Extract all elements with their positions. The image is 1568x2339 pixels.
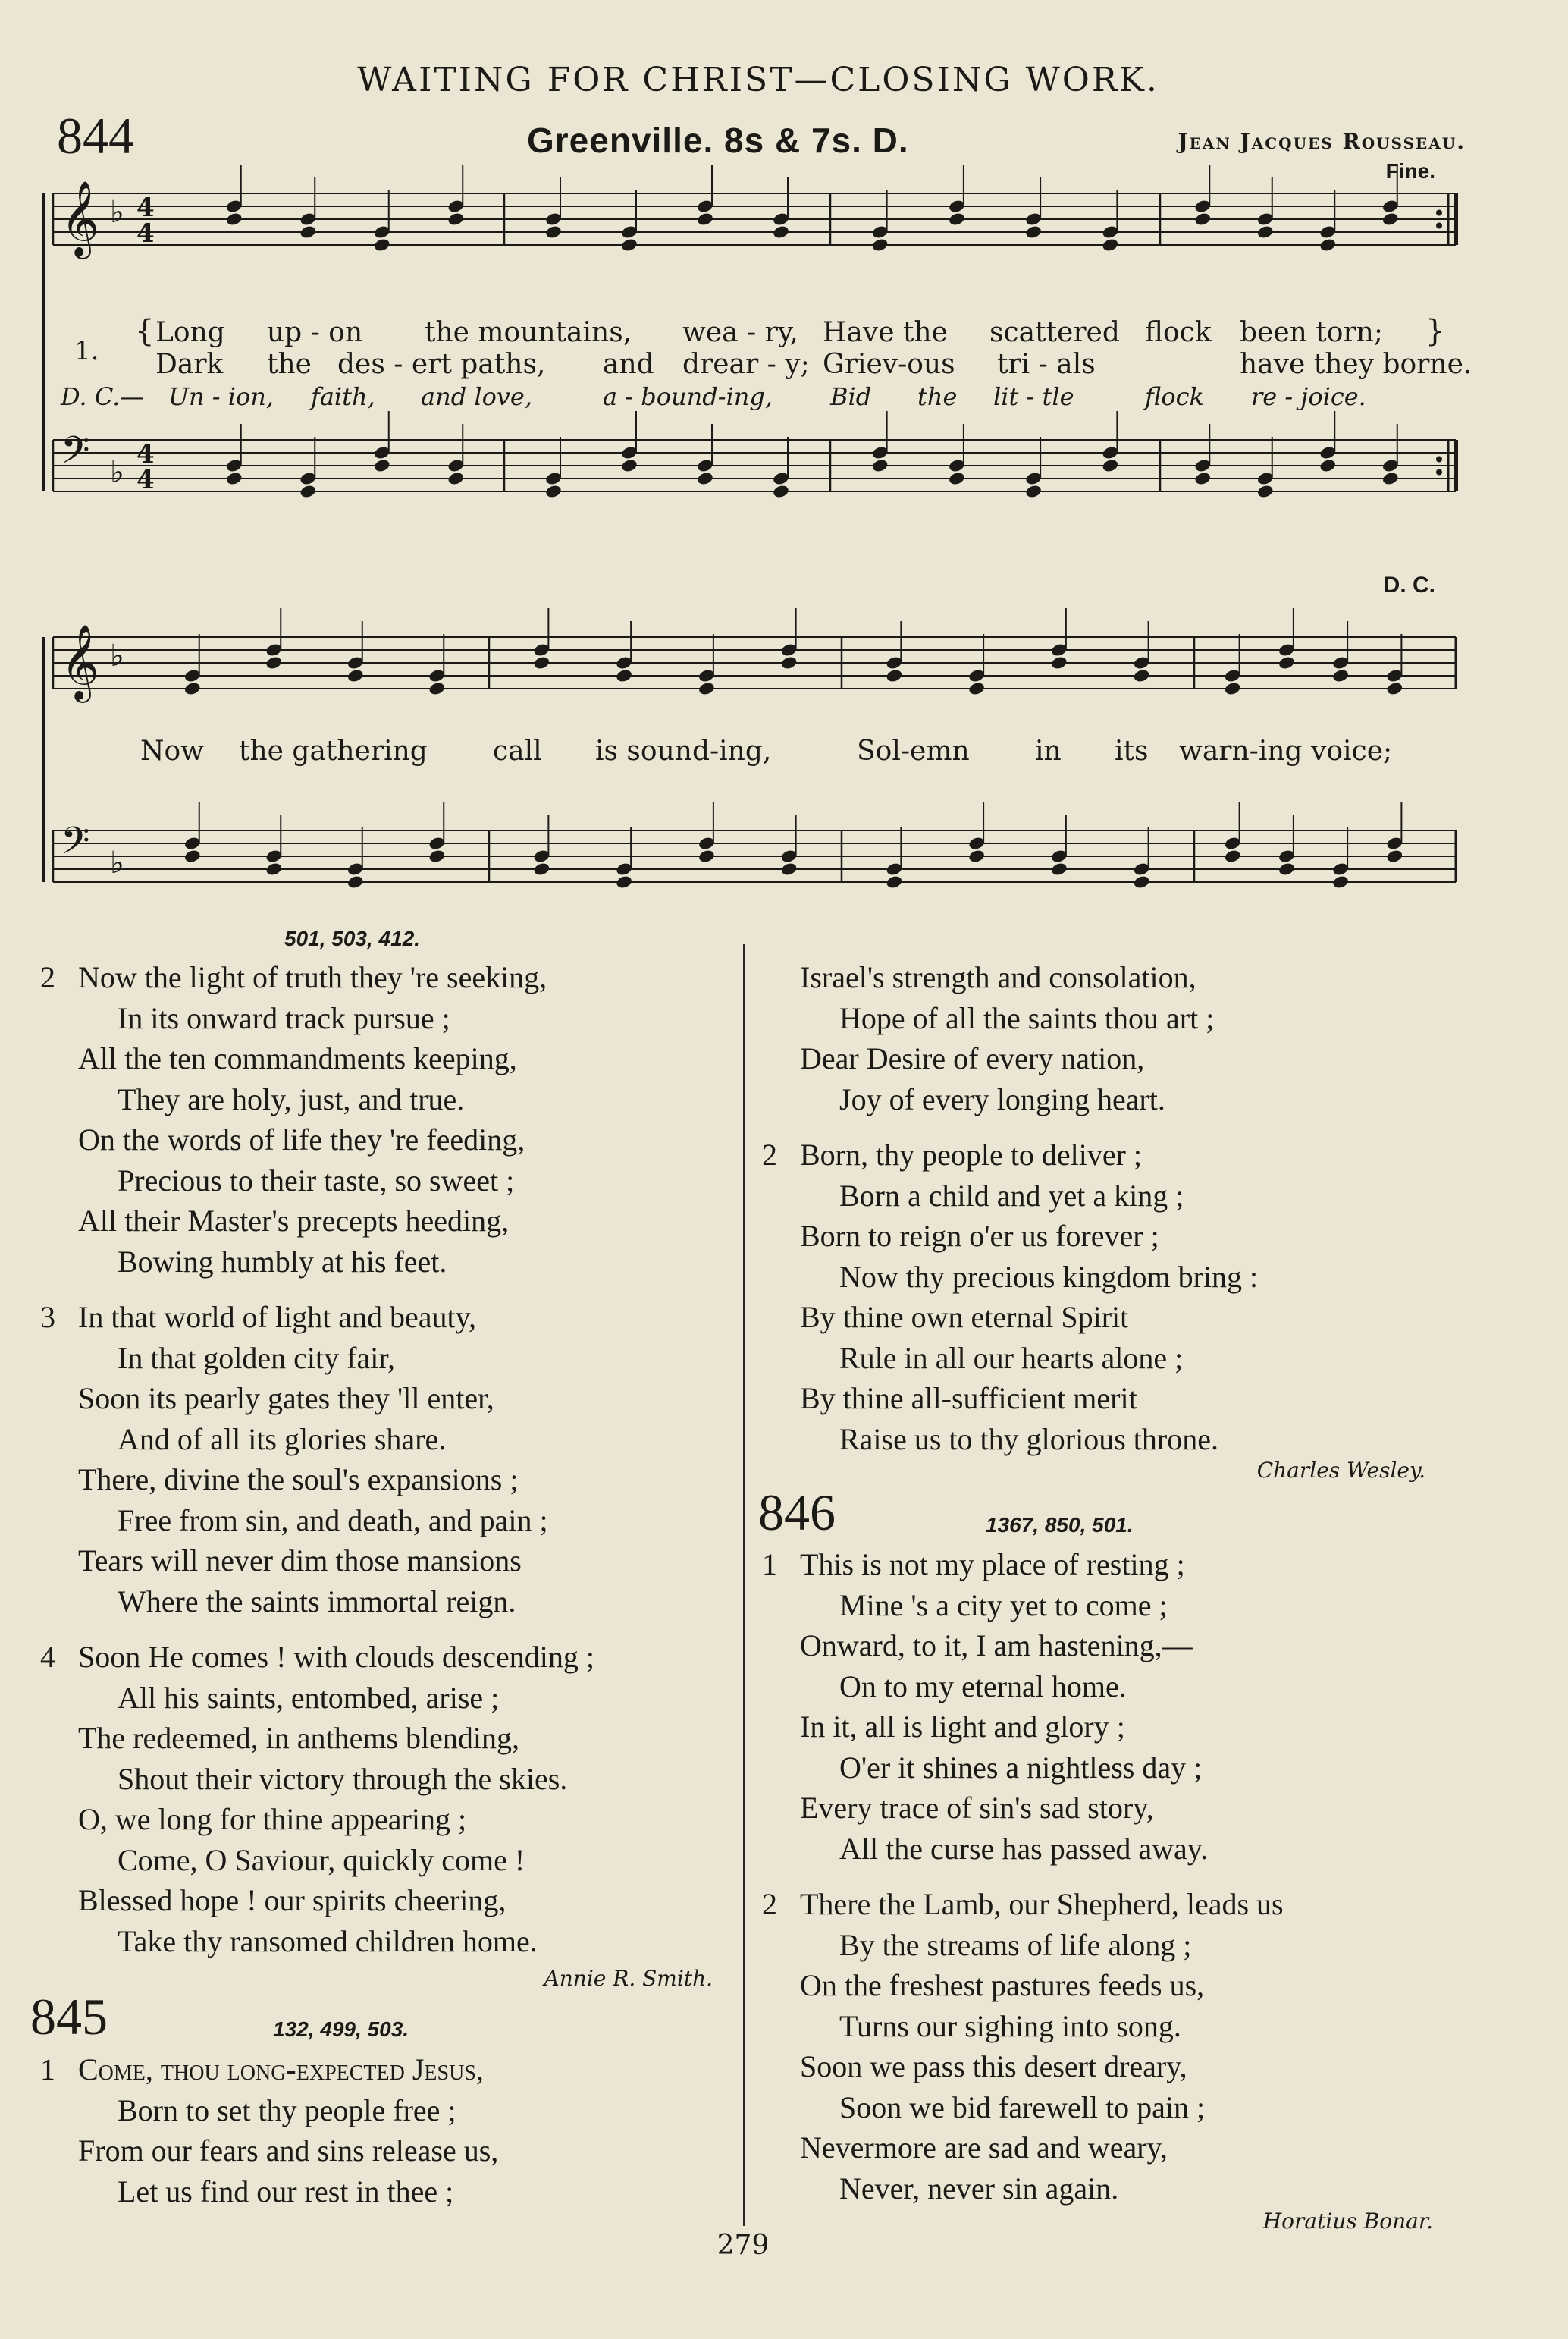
stanza-line: Let us find our rest in thee ; [118, 2174, 454, 2209]
lyric-line4-w6: its [1115, 736, 1149, 767]
note-head [1386, 849, 1404, 864]
stanza-line: By the streams of life along ; [839, 1927, 1192, 1962]
time-signature: 4 [136, 465, 155, 495]
note-head [772, 484, 790, 499]
stanza-line: Born a child and yet a king ; [839, 1178, 1184, 1213]
stanza-line: Free from sin, and death, and pain ; [118, 1502, 548, 1537]
note-head [1331, 668, 1350, 683]
dc-label: D. C.— [61, 382, 145, 411]
hymn844-refs: 501, 503, 412. [284, 927, 421, 950]
hymn845-right-column [762, 957, 1482, 1474]
note-head [772, 224, 790, 240]
flat-icon: ♭ [110, 195, 124, 230]
note-head [1319, 237, 1337, 253]
lyric-line3-w8: re - joice. [1251, 382, 1366, 411]
note-head [698, 681, 716, 696]
fine-mark: Fine. [1385, 159, 1435, 183]
stanza-line: Israel's strength and consolation, [800, 960, 1196, 994]
hymn845-author: Charles Wesley. [1256, 1458, 1425, 1483]
stanza-line: Take thy ransomed children home. [118, 1923, 538, 1958]
hymn844-author: Annie R. Smith. [544, 1966, 713, 1991]
stanza-line: O'er it shines a nightless day ; [839, 1750, 1203, 1785]
hymn845-stanza-1 [40, 2049, 745, 2212]
note-head [871, 458, 889, 473]
flat-icon: ♭ [110, 846, 124, 881]
note-head [428, 681, 446, 696]
lyric-line2-w7: have they borne. [1240, 349, 1472, 380]
time-signature: 4 [136, 218, 155, 249]
stanza-text: Soon He comes ! with clouds descending ; [78, 1640, 594, 1674]
stanza-line: All their Master's precepts heeding, [78, 1204, 510, 1238]
bass-clef-icon: 𝄢 [61, 819, 90, 872]
lyric-line1-w3: wea - ry, [682, 317, 798, 348]
stanza-line [40, 1297, 745, 1338]
hymn846-author: Horatius Bonar. [1262, 2209, 1433, 2234]
hymn846-stanzas [762, 1544, 1482, 2224]
stanza-line: Bowing humbly at his feet. [118, 1244, 447, 1279]
stanza-line: In it, all is light and glory ; [800, 1710, 1125, 1744]
note-head [533, 862, 551, 877]
note-head [696, 212, 714, 227]
hymn844-stanzas [40, 957, 745, 1976]
note-head [1256, 224, 1275, 240]
note-head [1224, 681, 1242, 696]
stanza-line: Mine 's a city yet to come ; [839, 1587, 1168, 1622]
hymn-number-844: 844 [57, 107, 134, 165]
note-head [373, 237, 391, 253]
bass-clef-icon: 𝄢 [61, 429, 90, 482]
stanza-number: 3 [40, 1300, 55, 1334]
note-head [1224, 849, 1242, 864]
stanza-line: By thine own eternal Spirit [800, 1300, 1129, 1334]
note-head [1133, 668, 1151, 683]
note-head [886, 668, 904, 683]
note-head [544, 224, 563, 240]
stanza-line: There, divine the soul's expansions ; [78, 1462, 519, 1496]
note-head [347, 668, 365, 683]
note-head [1319, 458, 1337, 473]
lyric-line1-w4: Have the [823, 317, 948, 348]
stanza-line: Every trace of sin's sad story, [800, 1791, 1154, 1825]
stanza-number: 1 [762, 1547, 777, 1581]
hymn844-stanza-3 [40, 1297, 745, 1622]
stanza-text: Born, thy people to deliver ; [800, 1138, 1143, 1172]
stanza-line: Hope of all the saints thou art ; [839, 1000, 1215, 1035]
stanza-line: Blessed hope ! our spirits cheering, [78, 1883, 506, 1917]
stanza-line: Precious to their taste, so sweet ; [118, 1163, 515, 1198]
note-head [373, 458, 391, 473]
note-head [967, 849, 986, 864]
lyric-line4-w5: in [1035, 736, 1062, 767]
stanza-line: Shout their victory through the skies. [118, 1761, 568, 1796]
note-head [1050, 655, 1068, 670]
stanza-text: In that world of light and beauty, [78, 1300, 477, 1334]
note-head [1102, 458, 1120, 473]
note-head [1193, 471, 1212, 486]
lyric-line2-w3: and [603, 349, 654, 380]
note-head [1278, 655, 1296, 670]
note-head [533, 655, 551, 670]
lyric-line2-w6: tri - als [997, 349, 1096, 380]
lyric-line1-w0: Long [155, 317, 225, 348]
stanza-line: Where the saints immortal reign. [118, 1584, 516, 1618]
note-head [886, 874, 904, 890]
hymn-number-846: 846 [758, 1483, 836, 1541]
lyric-line3-w5: the [917, 382, 958, 411]
note-head [1381, 471, 1400, 486]
note-head [948, 471, 966, 486]
note-head [1024, 224, 1043, 240]
hymn844-stanza-2 [40, 957, 745, 1282]
lyric-line4-w2: call [493, 736, 542, 767]
stanza-line: Nevermore are sad and weary, [800, 2130, 1168, 2165]
note-head [265, 862, 283, 877]
stanza-text: Come, thou long-expected Jesus, [78, 2052, 484, 2086]
hymn844-stanza-4 [40, 1637, 745, 1961]
tune-title: Greenville. 8s & 7s. D. [527, 121, 909, 160]
stanza-line: Soon we bid farewell to pain ; [839, 2089, 1206, 2124]
note-head [1381, 212, 1400, 227]
hymn845-refs: 132, 499, 503. [273, 2017, 409, 2041]
stanza-number: 2 [40, 960, 55, 994]
note-head [615, 874, 633, 890]
note-head [1102, 237, 1120, 253]
lyric-line3-w7: flock [1145, 382, 1204, 411]
stanza-line: In that golden city fair, [118, 1340, 396, 1375]
dc-mark: D. C. [1383, 573, 1435, 598]
lyric-line2-w2: des - ert paths, [337, 349, 546, 380]
brace-left: { [135, 314, 155, 349]
stanza-line: Born to reign o'er us forever ; [800, 1219, 1159, 1253]
stanza-line: Joy of every longing heart. [839, 1082, 1165, 1116]
stanza-line: Raise us to thy glorious throne. [839, 1421, 1218, 1456]
note-head [1278, 862, 1296, 877]
hymn845-stanza-2 [762, 1135, 1482, 1459]
lyric-line4-w0: Now [140, 736, 204, 767]
hymn846-refs: 1367, 850, 501. [986, 1513, 1134, 1537]
time-signature: 4 [136, 193, 155, 223]
note-head [615, 668, 633, 683]
note-head [225, 212, 243, 227]
verse-label: 1. [74, 336, 99, 366]
note-head [620, 237, 638, 253]
note-head [183, 849, 202, 864]
treble-clef-icon: 𝄞 [61, 181, 99, 256]
stanza-line: Soon its pearly gates they 'll enter, [78, 1381, 494, 1415]
note-head [871, 237, 889, 253]
repeat-dot [1436, 223, 1442, 229]
brace-right: } [1425, 314, 1445, 349]
hymn-number-845: 845 [30, 1988, 108, 2045]
stanza-text: There the Lamb, our Shepherd, leads us [800, 1887, 1284, 1921]
stanza-line: In its onward track pursue ; [118, 1000, 450, 1035]
note-head [1133, 874, 1151, 890]
lyric-line2-w5: Griev-ous [823, 349, 955, 380]
stanza-line: Never, never sin again. [839, 2171, 1119, 2206]
stanza-number: 1 [40, 2052, 55, 2086]
stanza-line [40, 957, 745, 998]
stanza-line: Onward, to it, I am hastening,— [800, 1628, 1193, 1662]
note-head [299, 484, 317, 499]
note-head [696, 471, 714, 486]
repeat-dot [1436, 457, 1442, 463]
note-head [265, 655, 283, 670]
lyric-line3-w1: faith, [311, 382, 375, 411]
stanza-line: All his saints, entombed, arise ; [118, 1680, 500, 1715]
flat-icon: ♭ [110, 639, 124, 673]
stanza-line [762, 1544, 1482, 1585]
stanza-line [40, 2049, 745, 2090]
composer: Jean Jacques Rousseau. [1178, 129, 1466, 154]
hymn846-stanza-1 [762, 1544, 1482, 1869]
stanza-line: On the words of life they 're feeding, [78, 1122, 525, 1157]
stanza-number: 2 [762, 1138, 777, 1172]
stanza-line: Soon we pass this desert dreary, [800, 2049, 1187, 2083]
note-head [1331, 874, 1350, 890]
stanza-number: 4 [40, 1640, 55, 1674]
note-head [620, 458, 638, 473]
note-head [698, 849, 716, 864]
note-head [1386, 681, 1404, 696]
lyric-line2-w0: Dark [155, 349, 224, 380]
lyric-line4-w1: the gathering [239, 736, 428, 767]
music-score [0, 0, 1568, 925]
stanza-line: Tears will never dim those mansions [78, 1543, 522, 1578]
note-head [183, 681, 202, 696]
note-head [1050, 862, 1068, 877]
stanza-text: This is not my place of resting ; [800, 1547, 1185, 1581]
stanza-line: They are holy, just, and true. [118, 1082, 465, 1116]
stanza-line: Turns our sighing into song. [839, 2008, 1181, 2043]
note-head [299, 224, 317, 240]
stanza-line [762, 1135, 1482, 1176]
note-head [780, 655, 798, 670]
note-head [1024, 484, 1043, 499]
stanza-line: O, we long for thine appearing ; [78, 1802, 467, 1836]
note-head [447, 471, 465, 486]
lyric-line1-w5: scattered [989, 317, 1120, 348]
stanza-number: 2 [762, 1887, 777, 1921]
repeat-dot [1436, 469, 1442, 476]
stanza-line: All the ten commandments keeping, [78, 1041, 517, 1075]
page-number: 279 [717, 2230, 770, 2261]
stanza-line: From our fears and sins release us, [78, 2133, 499, 2168]
stanza-line: On the freshest pastures feeds us, [800, 1968, 1205, 2002]
note-head [347, 874, 365, 890]
stanza-line: Born to set thy people free ; [118, 2093, 456, 2127]
note-head [1256, 484, 1275, 499]
stanza-line [762, 1884, 1482, 1925]
lyric-line3-w3: a - bound-ing, [603, 382, 773, 411]
note-head [447, 212, 465, 227]
note-head [780, 862, 798, 877]
note-head [1193, 212, 1212, 227]
stanza-line: Rule in all our hearts alone ; [839, 1340, 1184, 1375]
lyric-line4-w3: is sound-ing, [595, 736, 772, 767]
stanza-text: Now the light of truth they 're seeking, [78, 960, 547, 994]
stanza-line: Dear Desire of every nation, [800, 1041, 1145, 1075]
lyric-line3-w2: and love, [421, 382, 533, 411]
stanza-line: Come, O Saviour, quickly come ! [118, 1842, 525, 1877]
lyric-line1-w6: flock [1145, 317, 1212, 348]
lyric-line3-w6: lit - tle [993, 382, 1074, 411]
stanza-line: The redeemed, in anthems blending, [78, 1721, 520, 1755]
stanza-line: All the curse has passed away. [839, 1831, 1209, 1866]
repeat-dot [1436, 210, 1442, 216]
stanza-line [40, 1637, 745, 1678]
lyric-line2-w1: the [267, 349, 312, 380]
hymn845-stanza-1-continued [800, 957, 1482, 1119]
note-head [948, 212, 966, 227]
lyric-line1-w7: been torn; [1240, 317, 1383, 348]
note-head [428, 849, 446, 864]
note-head [225, 471, 243, 486]
stanza-line: On to my eternal home. [839, 1669, 1127, 1703]
note-head [967, 681, 986, 696]
treble-clef-icon: 𝄞 [61, 624, 99, 700]
stanza-line: By thine all-sufficient merit [800, 1381, 1137, 1415]
lyric-line2-w4: drear - y; [682, 349, 810, 380]
lyric-line3-w0: Un - ion, [168, 382, 274, 411]
stanza-line: Now thy precious kingdom bring : [839, 1259, 1259, 1294]
stanza-line: And of all its glories share. [118, 1421, 447, 1456]
note-head [544, 484, 563, 499]
flat-icon: ♭ [110, 455, 124, 490]
running-head: WAITING FOR CHRIST—CLOSING WORK. [357, 61, 1159, 99]
time-signature: 4 [136, 439, 155, 469]
lyric-line4-w4: Sol-emn [857, 736, 970, 767]
lyric-line1-w1: up - on [267, 317, 363, 348]
lyric-line1-w2: the mountains, [425, 317, 632, 348]
hymn846-stanza-2 [762, 1884, 1482, 2209]
lyric-line4-w7: warn-ing voice; [1179, 736, 1393, 767]
lyric-line3-w4: Bid [830, 382, 872, 411]
